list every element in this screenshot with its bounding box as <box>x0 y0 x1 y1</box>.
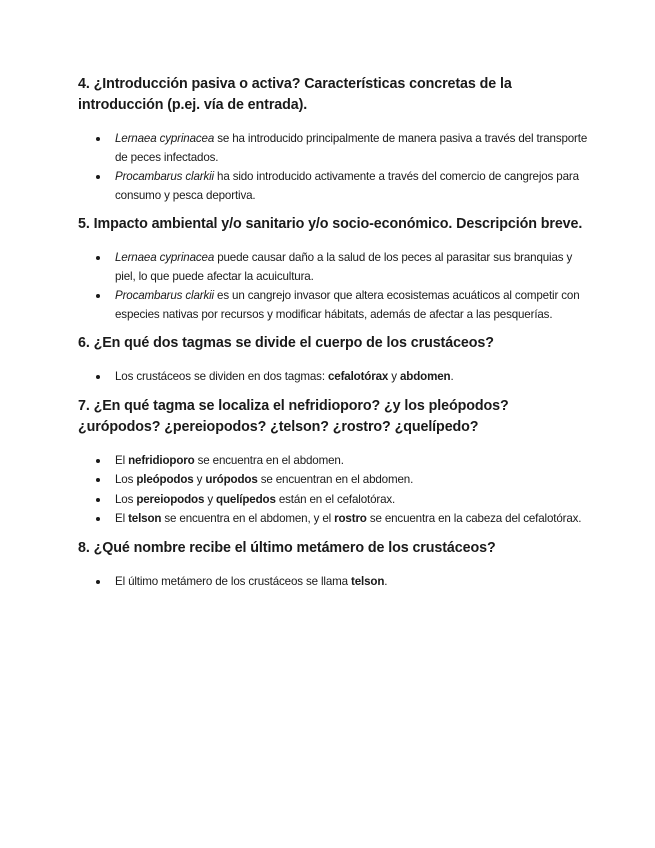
list-item: Los pereiopodos y quelípedos están en el cefalotórax. <box>115 491 588 510</box>
document-page <box>78 74 588 600</box>
section-5 <box>78 214 588 324</box>
list-item: El nefridioporo se encuentra en el abdomen. <box>115 452 588 471</box>
section-8 <box>78 538 588 592</box>
species-name: Lernaea cyprinacea <box>115 132 215 145</box>
section-heading: 8. ¿Qué nombre recibe el último metámero de los crustáceos? <box>78 539 496 556</box>
section-7 <box>78 396 588 529</box>
list-item: Los pleópodos y urópodos se encuentran en el abdomen. <box>115 471 588 490</box>
section-heading: 4. ¿Introducción pasiva o activa? Características concretas de la introducción (p.ej. vía de entrada). <box>78 76 512 113</box>
list-item: Lernaea cyprinacea se ha introducido principalmente de manera pasiva a través del transporte de peces infectados. <box>115 130 588 167</box>
section-6 <box>78 333 588 387</box>
species-name: Lernaea cyprinacea <box>115 251 215 264</box>
list-item: Lernaea cyprinacea puede causar daño a la salud de los peces al parasitar sus branquias y piel, lo que puede afectar la acuicultura. <box>115 249 588 286</box>
list-item: Procambarus clarkii es un cangrejo invasor que altera ecosistemas acuáticos al competir con especies nativas por recursos y modificar hábitats, además de afectar a las pesquerías. <box>115 287 588 324</box>
species-name: Procambarus clarkii <box>115 170 214 183</box>
bullet-list <box>78 130 588 205</box>
section-4 <box>78 74 588 205</box>
bullet-list <box>78 573 588 592</box>
bullet-list <box>78 368 588 387</box>
section-heading: 5. Impacto ambiental y/o sanitario y/o socio-económico. Descripción breve. <box>78 216 583 232</box>
species-name: Procambarus clarkii <box>115 289 214 302</box>
bullet-list <box>78 249 588 324</box>
section-heading: 6. ¿En qué dos tagmas se divide el cuerpo de los crustáceos? <box>78 335 494 351</box>
list-item: Procambarus clarkii ha sido introducido activamente a través del comercio de cangrejos para consumo y pesca deportiva. <box>115 168 588 205</box>
section-heading: 7. ¿En qué tagma se localiza el nefridioporo? ¿y los pleópodos? ¿urópodos? ¿pereiopodos? ¿telson? ¿rostro? ¿quelípedo? <box>78 397 509 435</box>
bullet-list <box>78 452 588 529</box>
list-item: El último metámero de los crustáceos se llama telson. <box>115 573 588 592</box>
list-item: Los crustáceos se dividen en dos tagmas: cefalotórax y abdomen. <box>115 368 588 387</box>
list-item: El telson se encuentra en el abdomen, y el rostro se encuentra en la cabeza del cefalotórax. <box>115 510 588 529</box>
